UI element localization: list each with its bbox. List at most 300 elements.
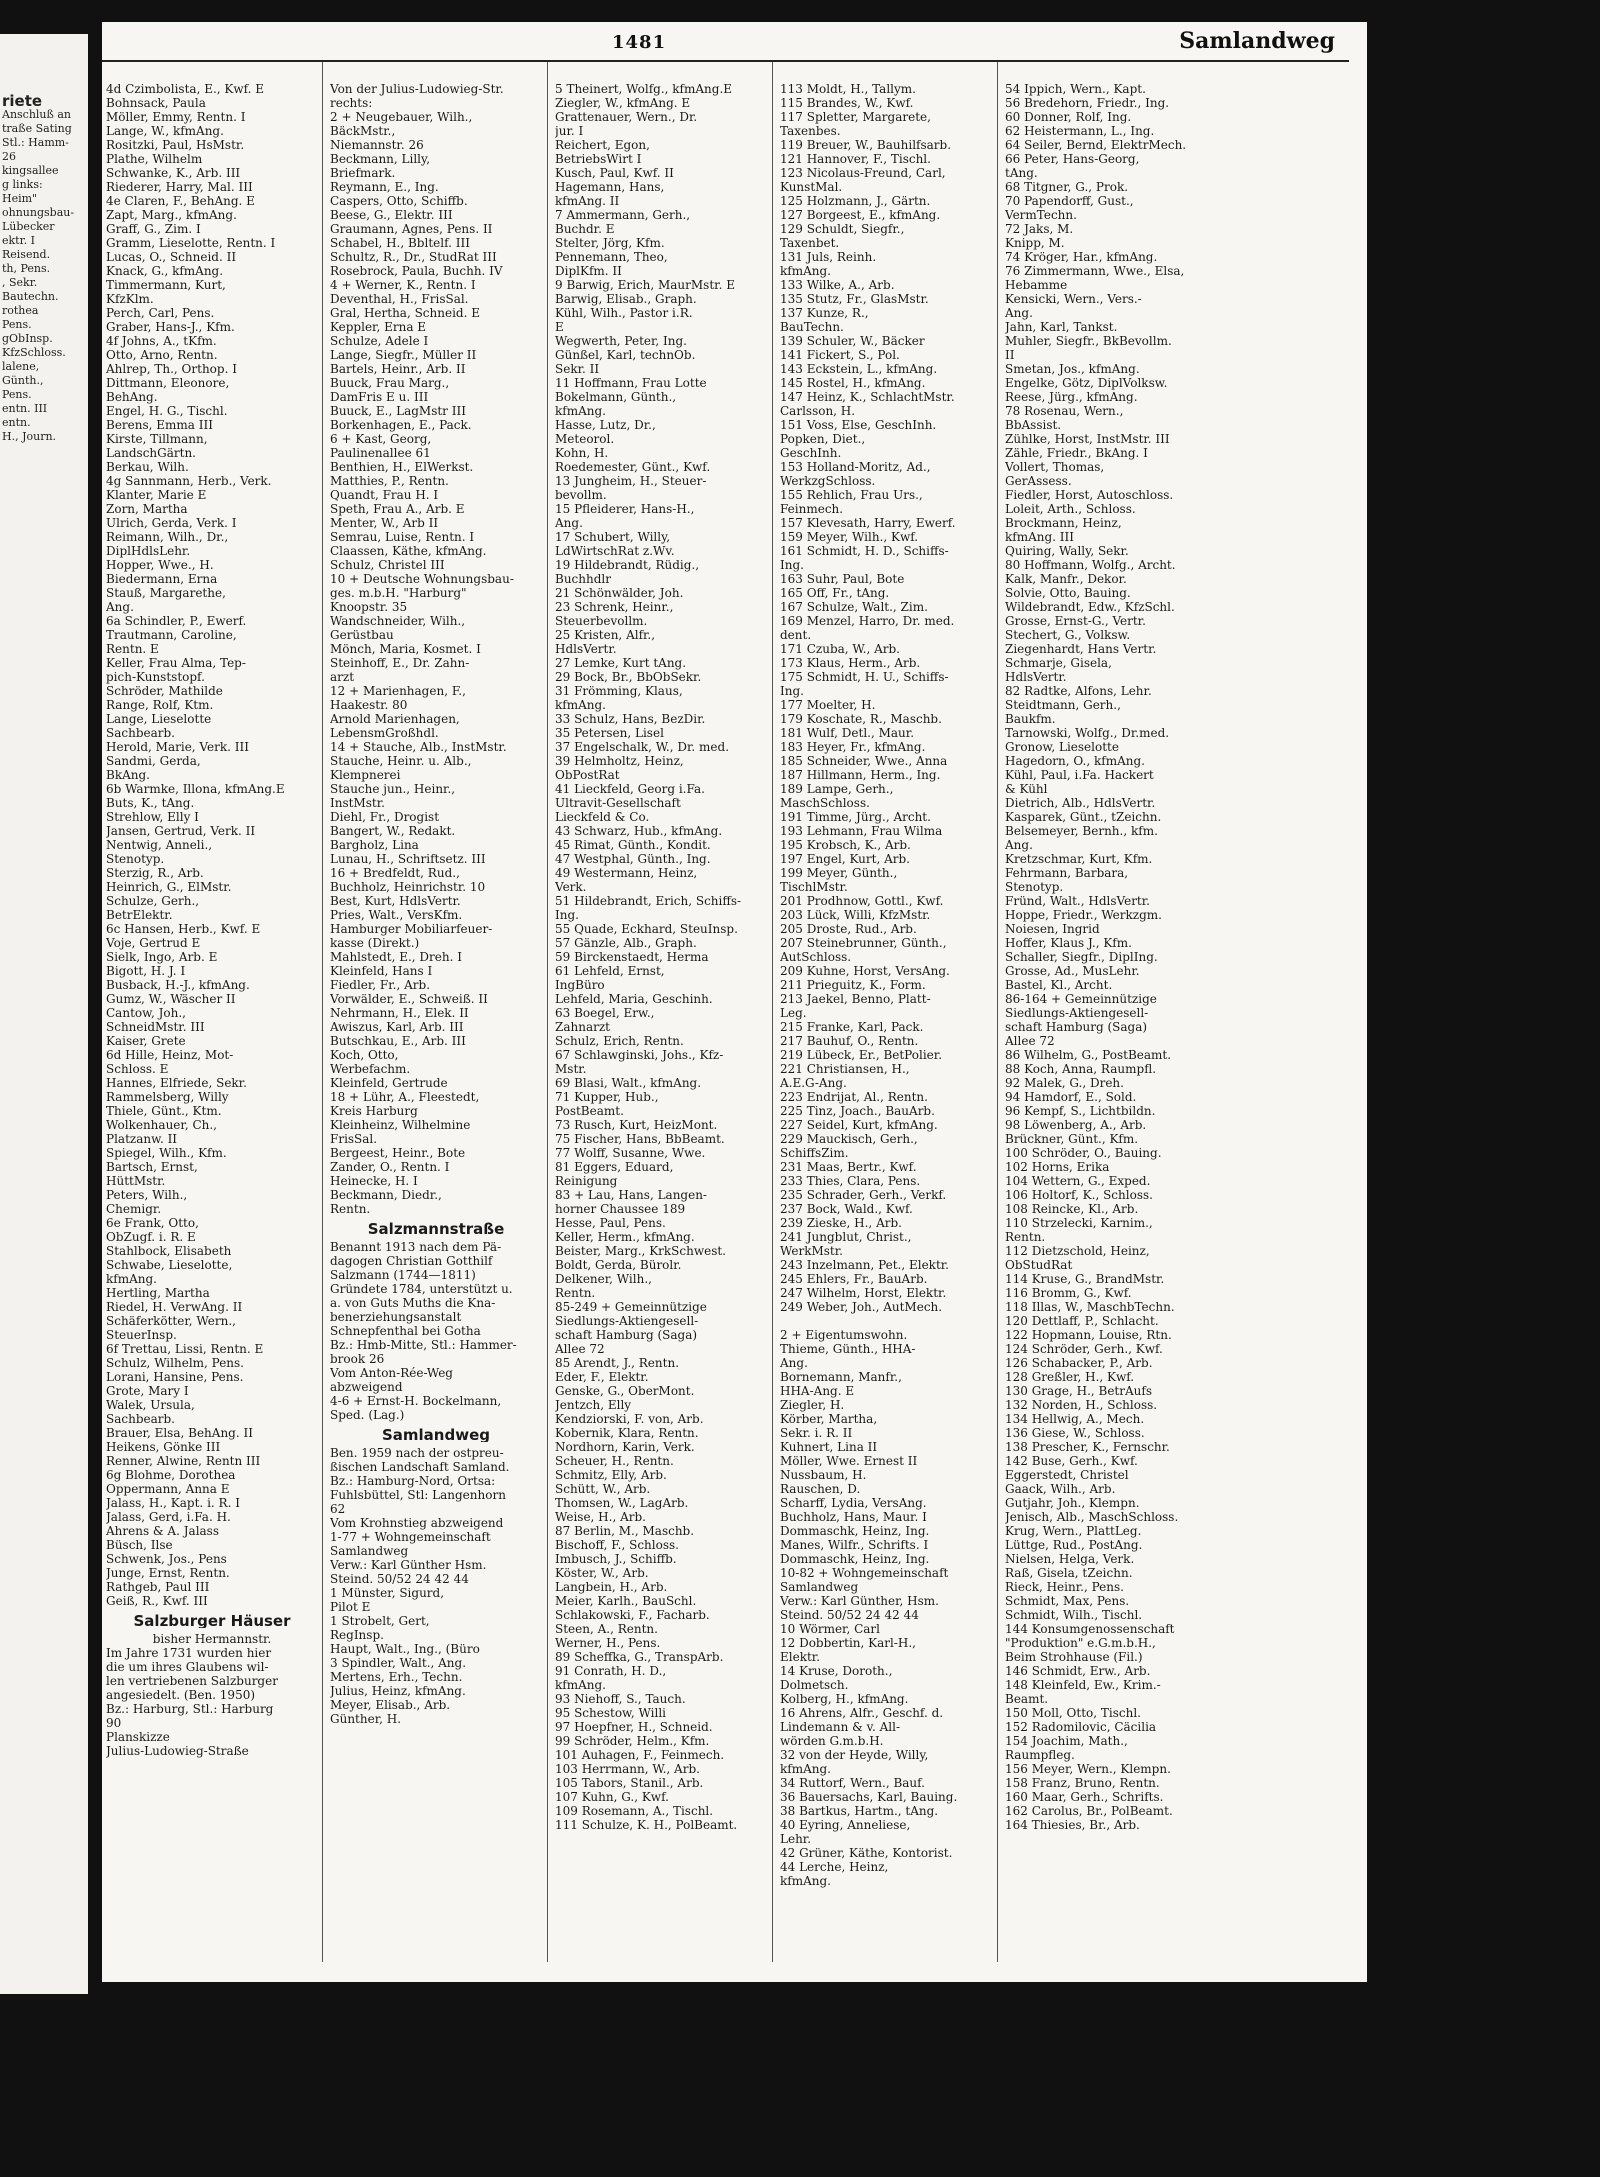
directory-entry-line: g links: xyxy=(2,178,43,191)
directory-entry-line: Hagemann, Hans, xyxy=(555,180,665,194)
directory-entry-line: 37 Engelschalk, W., Dr. med. xyxy=(555,740,730,754)
directory-entry-line: Dittmann, Eleonore, xyxy=(106,376,230,390)
directory-entry-line: 124 Schröder, Gerh., Kwf. xyxy=(1005,1342,1163,1356)
directory-entry-line: Ing. xyxy=(780,684,804,698)
directory-entry-line: Schultz, R., Dr., StudRat III xyxy=(330,250,497,264)
directory-entry-line: VermTechn. xyxy=(1005,208,1077,222)
directory-entry-line: Nussbaum, H. xyxy=(780,1468,867,1482)
directory-entry-line: Pens. xyxy=(2,388,32,401)
directory-entry-line: 179 Koschate, R., Maschb. xyxy=(780,712,942,726)
directory-entry-line: 132 Norden, H., Schloss. xyxy=(1005,1398,1158,1412)
directory-entry-line: 138 Prescher, K., Fernschr. xyxy=(1005,1440,1170,1454)
directory-entry-line: 100 Schröder, O., Bauing. xyxy=(1005,1146,1162,1160)
directory-entry-line: Schmarje, Gisela, xyxy=(1005,656,1112,670)
directory-entry-line: 191 Timme, Jürg., Archt. xyxy=(780,810,931,824)
directory-entry-line: Ing. xyxy=(555,908,579,922)
directory-entry-line: Bohnsack, Paula xyxy=(106,96,206,110)
directory-entry-line: 6d Hille, Heinz, Mot- xyxy=(106,1048,234,1062)
directory-entry-line: 131 Juls, Reinh. xyxy=(780,250,877,264)
directory-entry-line: Steidtmann, Gerh., xyxy=(1005,698,1121,712)
directory-entry-line: Bz.: Harburg, Stl.: Harburg xyxy=(106,1702,274,1716)
directory-entry-line: Menter, W., Arb II xyxy=(330,516,439,530)
directory-entry-line: 68 Titgner, G., Prok. xyxy=(1005,180,1129,194)
directory-entry-line: 116 Bromm, G., Kwf. xyxy=(1005,1286,1132,1300)
directory-entry-line: Bastel, Kl., Archt. xyxy=(1005,978,1113,992)
directory-entry-line: 4f Johns, A., tKfm. xyxy=(106,334,217,348)
directory-entry-line: 4d Czimbolista, E., Kwf. E xyxy=(106,82,265,96)
directory-entry-line: 95 Schestow, Willi xyxy=(555,1706,667,1720)
directory-entry-line: Zapt, Marg., kfmAng. xyxy=(106,208,237,222)
directory-entry-line: Eggerstedt, Christel xyxy=(1005,1468,1129,1482)
directory-entry-line: bevollm. xyxy=(555,488,607,502)
directory-entry-line: 153 Holland-Moritz, Ad., xyxy=(780,460,931,474)
column-rule xyxy=(322,62,323,1962)
directory-entry-line: Kretzschmar, Kurt, Kfm. xyxy=(1005,852,1153,866)
directory-entry-line: Manes, Wilfr., Schrifts. I xyxy=(780,1538,929,1552)
directory-entry-line: DiplHdlsLehr. xyxy=(106,544,191,558)
directory-entry-line: 183 Heyer, Fr., kfmAng. xyxy=(780,740,926,754)
directory-entry-line: Dommaschk, Heinz, Ing. xyxy=(780,1552,930,1566)
column-5-entries xyxy=(1005,82,1350,1832)
directory-entry-line: Quiring, Wally, Sekr. xyxy=(1005,544,1129,558)
directory-entry-line: 16 + Bredfeldt, Rud., xyxy=(330,866,460,880)
directory-entry-line: Salzmann (1744—1811) xyxy=(330,1268,476,1282)
directory-entry-line: brook 26 xyxy=(330,1352,385,1366)
directory-entry-line: 1-77 + Wohngemeinschaft xyxy=(330,1530,491,1544)
directory-entry-line: Stauche, Heinr. u. Alb., xyxy=(330,754,472,768)
directory-entry-line: 233 Thies, Clara, Pens. xyxy=(780,1174,921,1188)
directory-entry-line: Buchhdlr xyxy=(555,572,611,586)
directory-entry-line: Jenisch, Alb., MaschSchloss. xyxy=(1005,1510,1179,1524)
directory-entry-line: 38 Bartkus, Hartm., tAng. xyxy=(780,1804,939,1818)
directory-entry-line: Buuck, Frau Marg., xyxy=(330,376,450,390)
directory-entry-line: A.E.G-Ang. xyxy=(780,1076,847,1090)
directory-entry-line: 115 Brandes, W., Kwf. xyxy=(780,96,914,110)
directory-entry-line: Ben. 1959 nach der ostpreu- xyxy=(330,1446,504,1460)
directory-entry-line: 6b Warmke, Illona, kfmAng.E xyxy=(106,782,285,796)
directory-entry-line: 39 Helmholtz, Heinz, xyxy=(555,754,684,768)
directory-entry-line: Verw.: Karl Günther Hsm. xyxy=(330,1558,487,1572)
directory-entry-line: Ang. xyxy=(106,600,134,614)
directory-entry-line: 146 Schmidt, Erw., Arb. xyxy=(1005,1664,1151,1678)
directory-entry-line: Werner, H., Pens. xyxy=(555,1636,661,1650)
directory-entry-line: Reichert, Egon, xyxy=(555,138,650,152)
directory-entry-line: RegInsp. xyxy=(330,1628,384,1642)
directory-entry-line: 61 Lehfeld, Ernst, xyxy=(555,964,665,978)
directory-entry-line: 4e Claren, F., BehAng. E xyxy=(106,194,255,208)
directory-entry-line: Beamt. xyxy=(1005,1692,1049,1706)
directory-entry-line: Kolberg, H., kfmAng. xyxy=(780,1692,909,1706)
directory-entry-line: 245 Ehlers, Fr., BauArb. xyxy=(780,1272,928,1286)
directory-entry-line: Im Jahre 1731 wurden hier xyxy=(106,1646,272,1660)
directory-entry-line: 217 Bauhuf, O., Rentn. xyxy=(780,1034,919,1048)
directory-entry-line: Rentn. xyxy=(555,1286,596,1300)
directory-entry-line: ObPostRat xyxy=(555,768,620,782)
page-header xyxy=(102,26,1367,56)
directory-entry-line: 6 + Kast, Georg, xyxy=(330,432,432,446)
column-rule xyxy=(772,62,773,1962)
directory-entry-line: 34 Ruttorf, Wern., Bauf. xyxy=(780,1776,925,1790)
directory-entry-line: KunstMal. xyxy=(780,180,843,194)
directory-entry-line: Ziegler, H. xyxy=(780,1398,845,1412)
directory-entry-line: LdWirtschRat z.Wv. xyxy=(555,544,675,558)
directory-entry-line: Voje, Gertrud E xyxy=(106,936,201,950)
directory-entry-line: Schulze, Gerh., xyxy=(106,894,200,908)
directory-entry-line: SchneidMstr. III xyxy=(106,1020,205,1034)
directory-entry-line: Timmermann, Kurt, xyxy=(106,278,226,292)
directory-entry-line: 11 Hoffmann, Frau Lotte xyxy=(555,376,707,390)
directory-entry-line: Haakestr. 80 xyxy=(330,698,408,712)
directory-entry-line: 73 Rusch, Kurt, HeizMont. xyxy=(555,1118,718,1132)
directory-entry-line: Stauß, Margarethe, xyxy=(106,586,226,600)
directory-entry-line: Benthien, H., ElWerkst. xyxy=(330,460,474,474)
directory-entry-line: Büsch, Ilse xyxy=(106,1538,173,1552)
directory-entry-line: entn. xyxy=(2,416,31,429)
directory-entry-line: 127 Borgeest, E., kfmAng. xyxy=(780,208,941,222)
directory-entry-line: Speth, Frau A., Arb. E xyxy=(330,502,465,516)
directory-entry-line: Vorwälder, E., Schweiß. II xyxy=(330,992,488,1006)
facing-page-text xyxy=(2,94,74,444)
running-head: Samlandweg xyxy=(1179,28,1335,54)
directory-entry-line: Boldt, Gerda, Bürolr. xyxy=(555,1258,682,1272)
directory-entry-line: Ang. xyxy=(555,516,583,530)
directory-entry-line: Grattenauer, Wern., Dr. xyxy=(555,110,698,124)
directory-entry-line: 14 Kruse, Doroth., xyxy=(780,1664,893,1678)
directory-entry-line: Jalass, Gerd, i.Fa. H. xyxy=(106,1510,231,1524)
directory-entry-line: Perch, Carl, Pens. xyxy=(106,306,215,320)
directory-entry-line: 187 Hillmann, Herm., Ing. xyxy=(780,768,941,782)
directory-entry-line: 205 Droste, Rud., Arb. xyxy=(780,922,917,936)
directory-entry-line: Bokelmann, Günth., xyxy=(555,390,677,404)
directory-entry-line: Grosse, Ernst-G., Vertr. xyxy=(1005,614,1146,628)
directory-entry-line: Peters, Wilh., xyxy=(106,1188,188,1202)
directory-entry-line: 189 Lampe, Gerh., xyxy=(780,782,894,796)
directory-entry-line: Sachbearb. xyxy=(106,1412,175,1426)
directory-entry-line: Knoopstr. 35 xyxy=(330,600,408,614)
directory-entry-line: 15 Pfleiderer, Hans-H., xyxy=(555,502,695,516)
directory-entry-line: Feinmech. xyxy=(780,502,844,516)
directory-entry-line: Schulz, Wilhelm, Pens. xyxy=(106,1356,244,1370)
directory-entry-line: Geiß, R., Kwf. III xyxy=(106,1594,208,1608)
directory-entry-line: 45 Rimat, Günth., Kondit. xyxy=(555,838,711,852)
salzmann-entries xyxy=(330,1240,542,1422)
directory-entry-line: gObInsp. xyxy=(2,332,53,345)
directory-entry-line: 113 Moldt, H., Tallym. xyxy=(780,82,916,96)
directory-entry-line: 81 Eggers, Eduard, xyxy=(555,1160,674,1174)
directory-entry-line: Lindemann & v. All- xyxy=(780,1720,900,1734)
directory-entry-line: 60 Donner, Rolf, Ing. xyxy=(1005,110,1132,124)
directory-entry-line: 133 Wilke, A., Arb. xyxy=(780,278,895,292)
directory-entry-line: Schütt, W., Arb. xyxy=(555,1482,651,1496)
directory-entry-line: Schwanke, K., Arb. III xyxy=(106,166,241,180)
directory-entry-line: Zähle, Friedr., BkAng. I xyxy=(1005,446,1148,460)
directory-entry-line: 21 Schönwälder, Joh. xyxy=(555,586,684,600)
directory-entry-line: Muhler, Siegfr., BkBevollm. xyxy=(1005,334,1172,348)
street-heading-salzmann: Salzmannstraße xyxy=(367,1222,505,1236)
directory-entry-line: 74 Kröger, Har., kfmAng. xyxy=(1005,250,1158,264)
directory-entry-line: rechts: xyxy=(330,96,373,110)
directory-entry-line: Jentzch, Elly xyxy=(555,1398,632,1412)
directory-entry-line: Ziegenhardt, Hans Vertr. xyxy=(1005,642,1157,656)
directory-entry-line: Ziegler, W., kfmAng. E xyxy=(555,96,691,110)
directory-entry-line: ßischen Landschaft Samland. xyxy=(330,1460,510,1474)
directory-entry-line: Otto, Arno, Rentn. xyxy=(106,348,218,362)
directory-entry-line: Schäferkötter, Wern., xyxy=(106,1314,236,1328)
directory-entry-line: 209 Kuhne, Horst, VersAng. xyxy=(780,964,950,978)
directory-entry-line: Genske, G., OberMont. xyxy=(555,1384,695,1398)
directory-entry-line: 135 Stutz, Fr., GlasMstr. xyxy=(780,292,929,306)
directory-entry-line: Beese, G., Elektr. III xyxy=(330,208,453,222)
directory-entry-line: 80 Hoffmann, Wolfg., Archt. xyxy=(1005,558,1176,572)
directory-entry-line: Hertling, Martha xyxy=(106,1286,210,1300)
directory-entry-line: 125 Holzmann, J., Gärtn. xyxy=(780,194,931,208)
directory-entry-line: 67 Schlawginski, Johs., Kfz- xyxy=(555,1048,724,1062)
directory-entry-line: Graumann, Agnes, Pens. II xyxy=(330,222,493,236)
directory-entry-line: Kaiser, Grete xyxy=(106,1034,186,1048)
directory-entry-line: Pilot E xyxy=(330,1600,371,1614)
directory-entry-line: 165 Off, Fr., tAng. xyxy=(780,586,890,600)
street-heading-salzburger: Salzburger Häuser xyxy=(133,1614,291,1628)
directory-entry-line: Lange, W., kfmAng. xyxy=(106,124,224,138)
directory-entry-line: 101 Auhagen, F., Feinmech. xyxy=(555,1748,725,1762)
directory-entry-line: HHA-Ang. E xyxy=(780,1384,855,1398)
directory-entry-line: BkAng. xyxy=(106,768,150,782)
directory-entry-line: Schlakowski, F., Facharb. xyxy=(555,1608,710,1622)
directory-entry-line: Keppler, Erna E xyxy=(330,320,427,334)
directory-entry-line: Pennemann, Theo, xyxy=(555,250,668,264)
directory-entry-line: BbAssist. xyxy=(1005,418,1062,432)
directory-entry-line: Reimann, Wilh., Dr., xyxy=(106,530,229,544)
directory-entry-line: 197 Engel, Kurt, Arb. xyxy=(780,852,910,866)
directory-entry-line: Hesse, Paul, Pens. xyxy=(555,1216,666,1230)
directory-entry-line: Beckmann, Diedr., xyxy=(330,1188,442,1202)
directory-entry-line: Plathe, Wilhelm xyxy=(106,152,203,166)
directory-entry-line: Zahnarzt xyxy=(555,1020,610,1034)
directory-entry-line: TischlMstr. xyxy=(780,880,848,894)
directory-entry-line: Köster, W., Arb. xyxy=(555,1566,649,1580)
directory-entry-line: Kalk, Manfr., Dekor. xyxy=(1005,572,1127,586)
directory-entry-line: ges. m.b.H. "Harburg" xyxy=(330,586,467,600)
directory-entry-line: Schulze, Adele I xyxy=(330,334,429,348)
directory-entry-line: 89 Scheffka, G., TranspArb. xyxy=(555,1650,724,1664)
directory-entry-line: 147 Heinz, K., SchlachtMstr. xyxy=(780,390,955,404)
directory-entry-line: 122 Hopmann, Louise, Rtn. xyxy=(1005,1328,1172,1342)
directory-entry-line: kfmAng. III xyxy=(1005,530,1075,544)
directory-entry-line: 215 Franke, Karl, Pack. xyxy=(780,1020,924,1034)
facing-page-lines xyxy=(2,108,74,444)
directory-entry-line: 118 Illas, W., MaschbTechn. xyxy=(1005,1300,1175,1314)
samland-entries xyxy=(330,1446,542,1726)
directory-entry-line: Taxenbes. xyxy=(780,124,841,138)
directory-entry-line: 110 Strzelecki, Karnim., xyxy=(1005,1216,1153,1230)
directory-entry-line: Meteorol. xyxy=(555,432,615,446)
directory-entry-line: Stauche jun., Heinr., xyxy=(330,782,456,796)
column-5 xyxy=(1005,82,1350,1832)
directory-entry-line: Kleinfeld, Gertrude xyxy=(330,1076,448,1090)
directory-entry-line: wörden G.m.b.H. xyxy=(780,1734,884,1748)
directory-entry-line: Dolmetsch. xyxy=(780,1678,849,1692)
directory-entry-line: Körber, Martha, xyxy=(780,1412,878,1426)
directory-entry-line: Verk. xyxy=(555,880,587,894)
directory-entry-line: Thieme, Günth., HHA- xyxy=(780,1342,916,1356)
directory-entry-line: Platzanw. II xyxy=(106,1132,178,1146)
directory-entry-line: 16 Ahrens, Alfr., Geschf. d. xyxy=(780,1706,944,1720)
directory-entry-line: Chemigr. xyxy=(106,1202,162,1216)
directory-entry-line: kfmAng. xyxy=(780,1762,831,1776)
directory-entry-line: Eder, F., Elektr. xyxy=(555,1370,649,1384)
directory-entry-line: horner Chaussee 189 xyxy=(555,1202,686,1216)
directory-entry-line: Dommaschk, Heinz, Ing. xyxy=(780,1524,930,1538)
directory-entry-line: 169 Menzel, Harro, Dr. med. xyxy=(780,614,955,628)
directory-entry-line: Best, Kurt, HdlsVertr. xyxy=(330,894,461,908)
facing-page-heading: riete xyxy=(2,94,43,108)
directory-entry-line: Kleinheinz, Wilhelmine xyxy=(330,1118,471,1132)
directory-entry-line: Awiszus, Karl, Arb. III xyxy=(330,1020,464,1034)
directory-entry-line: 64 Seiler, Bernd, ElektrMech. xyxy=(1005,138,1187,152)
directory-entry-line: 12 Dobbertin, Karl-H., xyxy=(780,1636,916,1650)
directory-entry-line: BetrElektr. xyxy=(106,908,173,922)
directory-entry-line: 77 Wolff, Susanne, Wwe. xyxy=(555,1146,706,1160)
directory-entry-line: Loleit, Arth., Schloss. xyxy=(1005,502,1136,516)
directory-entry-line: Kensicki, Wern., Vers.- xyxy=(1005,292,1142,306)
directory-entry-line: Günßel, Karl, technOb. xyxy=(555,348,696,362)
directory-entry-line: Buuck, E., LagMstr III xyxy=(330,404,466,418)
directory-entry-line: 17 Schubert, Willy, xyxy=(555,530,671,544)
directory-entry-line: WerkzgSchloss. xyxy=(780,474,876,488)
directory-entry-line: Stahlbock, Elisabeth xyxy=(106,1244,232,1258)
directory-entry-line: 160 Maar, Gerh., Schrifts. xyxy=(1005,1790,1164,1804)
directory-entry-line: 55 Quade, Eckhard, SteuInsp. xyxy=(555,922,738,936)
directory-entry-line: AutSchloss. xyxy=(780,950,852,964)
directory-entry-line: Schmitz, Elly, Arb. xyxy=(555,1468,667,1482)
directory-entry-line: abzweigend xyxy=(330,1380,403,1394)
directory-entry-line: Möller, Emmy, Rentn. I xyxy=(106,110,246,124)
directory-entry-line: Beister, Marg., KrkSchwest. xyxy=(555,1244,726,1258)
directory-entry-line: Spiegel, Wilh., Kfm. xyxy=(106,1146,227,1160)
directory-entry-line: 92 Malek, G., Dreh. xyxy=(1005,1076,1124,1090)
directory-entry-line: 69 Blasi, Walt., kfmAng. xyxy=(555,1076,702,1090)
column-3 xyxy=(555,82,767,1832)
directory-entry-line: Hannes, Elfriede, Sekr. xyxy=(106,1076,247,1090)
directory-entry-line: 161 Schmidt, H. D., Schiffs- xyxy=(780,544,949,558)
directory-entry-line: "Produktion" e.G.m.b.H., xyxy=(1005,1636,1156,1650)
column-1 xyxy=(106,82,318,1758)
directory-entry-line: 158 Franz, Bruno, Rentn. xyxy=(1005,1776,1160,1790)
directory-entry-line: 19 Hildebrandt, Rüdig., xyxy=(555,558,700,572)
directory-entry-line: 70 Papendorff, Gust., xyxy=(1005,194,1134,208)
directory-entry-line: Ang. xyxy=(1005,838,1033,852)
directory-entry-line: Zorn, Martha xyxy=(106,502,188,516)
directory-entry-line: 56 Bredehorn, Friedr., Ing. xyxy=(1005,96,1170,110)
directory-entry-line: Stelter, Jörg, Kfm. xyxy=(555,236,665,250)
directory-entry-line: arzt xyxy=(330,670,355,684)
directory-entry-line: 44 Lerche, Heinz, xyxy=(780,1860,889,1874)
directory-entry-line: Siedlungs-Aktiengesell- xyxy=(1005,1006,1149,1020)
directory-entry-line: Imbusch, J., Schiffb. xyxy=(555,1552,677,1566)
directory-entry-line: 142 Buse, Gerh., Kwf. xyxy=(1005,1454,1138,1468)
directory-entry-line: 98 Löwenberg, A., Arb. xyxy=(1005,1118,1147,1132)
directory-entry-line: Kasparek, Günt., tZeichn. xyxy=(1005,810,1162,824)
directory-entry-line: Hoppe, Friedr., Werkzgm. xyxy=(1005,908,1162,922)
directory-entry-line: FrisSal. xyxy=(330,1132,378,1146)
directory-entry-line: 112 Dietzschold, Heinz, xyxy=(1005,1244,1150,1258)
directory-entry-line: len vertriebenen Salzburger xyxy=(106,1674,278,1688)
directory-entry-line: 99 Schröder, Helm., Kfm. xyxy=(555,1734,710,1748)
directory-entry-line: kfmAng. xyxy=(780,1874,831,1888)
directory-entry-line: 7 Ammermann, Gerh., xyxy=(555,208,691,222)
directory-entry-line: Grosse, Ad., MusLehr. xyxy=(1005,964,1140,978)
directory-entry-line: Ang. xyxy=(780,1356,808,1370)
directory-entry-line: Kobernik, Klara, Rentn. xyxy=(555,1426,699,1440)
directory-entry-line: Lüttge, Rud., PostAng. xyxy=(1005,1538,1143,1552)
directory-entry-line: 123 Nicolaus-Freund, Carl, xyxy=(780,166,946,180)
directory-entry-line: MaschSchloss. xyxy=(780,796,870,810)
directory-entry-line: Rathgeb, Paul III xyxy=(106,1580,210,1594)
directory-entry-line: Sekr. i. R. II xyxy=(780,1426,853,1440)
directory-entry-line: 243 Inzelmann, Pet., Elektr. xyxy=(780,1258,949,1272)
directory-entry-line: Rauschen, D. xyxy=(780,1482,861,1496)
directory-entry-line: Schwenk, Jos., Pens xyxy=(106,1552,227,1566)
directory-entry-line: Thiele, Günt., Ktm. xyxy=(106,1104,222,1118)
directory-entry-line: Rentn. xyxy=(1005,1230,1046,1244)
directory-entry-line: 163 Suhr, Paul, Bote xyxy=(780,572,905,586)
directory-entry-line: Brückner, Günt., Kfm. xyxy=(1005,1132,1139,1146)
directory-entry-line: 1 Strobelt, Gert, xyxy=(330,1614,430,1628)
page-number: 1481 xyxy=(612,32,667,53)
directory-entry-line: Vollert, Thomas, xyxy=(1005,460,1105,474)
directory-entry-line: 235 Schrader, Gerh., Verkf. xyxy=(780,1188,947,1202)
directory-entry-line: KfzKlm. xyxy=(106,292,154,306)
directory-entry-line: Bargholz, Lina xyxy=(330,838,419,852)
directory-entry-line: 86-164 + Gemeinnützige xyxy=(1005,992,1157,1006)
directory-entry-line: 10 + Deutsche Wohnungsbau- xyxy=(330,572,514,586)
directory-entry-line: angesiedelt. (Ben. 1950) xyxy=(106,1688,256,1702)
column-4 xyxy=(780,82,992,1888)
directory-entry-line: Belsemeyer, Bernh., kfm. xyxy=(1005,824,1158,838)
directory-entry-line: Brockmann, Heinz, xyxy=(1005,516,1122,530)
directory-entry-line: jur. I xyxy=(555,124,584,138)
directory-entry-line: Lehfeld, Maria, Geschinh. xyxy=(555,992,713,1006)
directory-entry-line: 229 Mauckisch, Gerh., xyxy=(780,1132,918,1146)
directory-entry-line: Walek, Ursula, xyxy=(106,1398,195,1412)
directory-entry-line: Hoffer, Klaus J., Kfm. xyxy=(1005,936,1132,950)
column-3-entries xyxy=(555,82,767,1832)
directory-entry-line: Range, Rolf, Ktm. xyxy=(106,698,214,712)
directory-entry-line: 6a Schindler, P., Ewerf. xyxy=(106,614,247,628)
directory-entry-line: 141 Fickert, S., Pol. xyxy=(780,348,900,362)
directory-entry-line: , Sekr. xyxy=(2,276,38,289)
directory-entry-line: Lorani, Hansine, Pens. xyxy=(106,1370,244,1384)
directory-entry-line: Scheuer, H., Rentn. xyxy=(555,1454,674,1468)
directory-entry-line: Riederer, Harry, Mal. III xyxy=(106,180,253,194)
directory-entry-line: Stenotyp. xyxy=(106,852,165,866)
directory-entry-line: Kreis Harburg xyxy=(330,1104,418,1118)
directory-entry-line: 139 Schuler, W., Bäcker xyxy=(780,334,925,348)
directory-entry-line: lalene, xyxy=(2,360,40,373)
directory-entry-line: kfmAng. II xyxy=(555,194,620,208)
directory-entry-line: Jahn, Karl, Tankst. xyxy=(1005,320,1118,334)
directory-entry-line: 94 Hamdorf, E., Sold. xyxy=(1005,1090,1137,1104)
directory-entry-line: a. von Guts Muths die Kna- xyxy=(330,1296,496,1310)
column-rule xyxy=(997,62,998,1962)
street-subheading: bisher Hermannstr. xyxy=(152,1632,272,1646)
directory-entry-line: WerkMstr. xyxy=(780,1244,843,1258)
directory-entry-line: Koch, Otto, xyxy=(330,1048,399,1062)
directory-entry-line: Raß, Gisela, tZeichn. xyxy=(1005,1566,1133,1580)
directory-entry-line: 148 Kleinfeld, Ew., Krim.- xyxy=(1005,1678,1161,1692)
directory-entry-line: 25 Kristen, Alfr., xyxy=(555,628,656,642)
directory-entry-line: 33 Schulz, Hans, BezDir. xyxy=(555,712,706,726)
